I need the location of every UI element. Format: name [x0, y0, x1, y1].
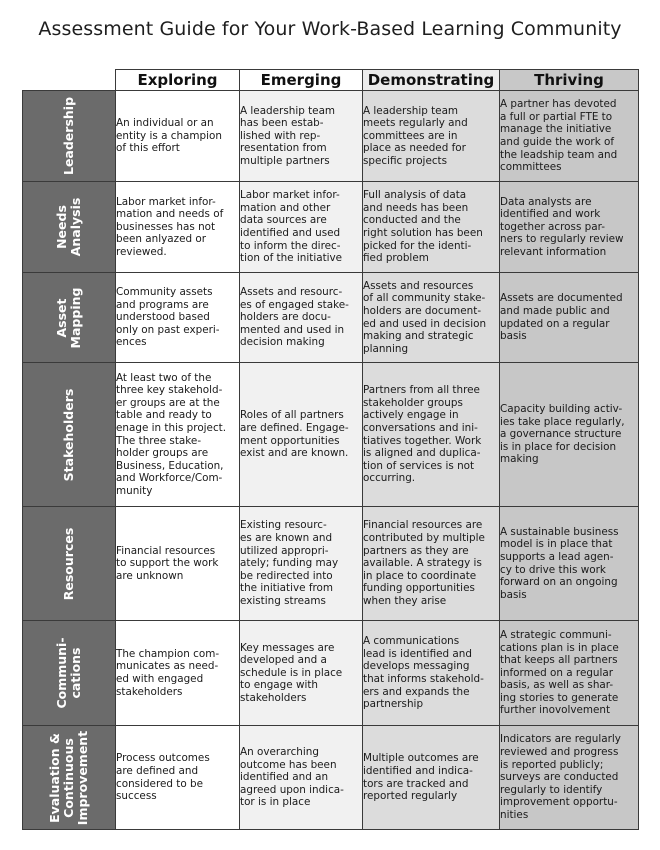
column-header-demonstrating: Demonstrating — [363, 70, 500, 91]
row-header-evaluation — [23, 726, 116, 830]
cell-evaluation-demonstrating: Multiple outcomes are identified and indica- tors are tracked and reported regularly — [363, 726, 500, 830]
row-label: Resources — [61, 527, 76, 600]
cell-stakeholders-emerging: Roles of all partners are defined. Engage- ment opportunities exist and are known. — [240, 363, 363, 507]
table-row — [23, 182, 639, 273]
cell-leadership-demonstrating: A leadership team meets regularly and committees are in place as needed for specific projects — [363, 91, 500, 182]
row-label: Leadership — [61, 96, 76, 176]
corner-cell — [23, 70, 116, 91]
table-row — [23, 273, 639, 363]
cell-communications-exploring: The champion com- municates as need- ed with engaged stakeholders — [116, 621, 240, 726]
row-header-resources — [23, 507, 116, 621]
page-title: Assessment Guide for Your Work-Based Learning Community — [38, 18, 622, 40]
cell-needs-analysis-emerging: Labor market infor- mation and other data sources are identified and used to inform the direc- tion of the initiative — [240, 182, 363, 273]
cell-asset-mapping-emerging: Assets and resourc- es of engaged stake- holders are docu- mented and used in decision making — [240, 273, 363, 363]
column-header-exploring: Exploring — [116, 70, 240, 91]
cell-resources-emerging: Existing resourc- es are known and utilized appropri- ately; funding may be redirected into the initiative from existing streams — [240, 507, 363, 621]
assessment-table — [22, 69, 639, 830]
cell-evaluation-emerging: An overarching outcome has been identified and an agreed upon indica- tor is in place — [240, 726, 363, 830]
table-row — [23, 726, 639, 830]
row-header-asset-mapping — [23, 273, 116, 363]
cell-evaluation-exploring: Process outcomes are defined and considered to be success — [116, 726, 240, 830]
row-label: Evaluation & Continuous Improvement — [47, 730, 90, 825]
cell-communications-emerging: Key messages are developed and a schedule is in place to engage with stakeholders — [240, 621, 363, 726]
cell-stakeholders-thriving: Capacity building activ- ies take place regularly, a governance structure is in place for decision making — [500, 363, 639, 507]
column-header-emerging: Emerging — [240, 70, 363, 91]
table-row — [23, 363, 639, 507]
table-row — [23, 507, 639, 621]
cell-resources-demonstrating: Financial resources are contributed by multiple partners as they are available. A strategy is in place to coordinate funding opportunities when they arise — [363, 507, 500, 621]
cell-resources-thriving: A sustainable business model is in place that supports a lead agen- cy to drive this work forward on an ongoing basis — [500, 507, 639, 621]
cell-leadership-exploring: An individual or an entity is a champion of this effort — [116, 91, 240, 182]
table-row — [23, 621, 639, 726]
cell-asset-mapping-demonstrating: Assets and resources of all community stake- holders are document- ed and used in decision making and strategic planning — [363, 273, 500, 363]
cell-needs-analysis-thriving: Data analysts are identified and work together across par- ners to regularly review relevant information — [500, 182, 639, 273]
cell-stakeholders-demonstrating: Partners from all three stakeholder groups actively engage in conversations and ini- tiatives together. Work is aligned and duplica- tion of services is not occurring. — [363, 363, 500, 507]
row-label: Stakeholders — [61, 388, 76, 481]
cell-asset-mapping-exploring: Community assets and programs are understood based only on past experi- ences — [116, 273, 240, 363]
column-header-thriving: Thriving — [500, 70, 639, 91]
row-label: Needs Analysis — [54, 197, 83, 257]
table-row — [23, 91, 639, 182]
cell-communications-demonstrating: A communications lead is identified and develops messaging that informs stakehold- ers and expands the partnership — [363, 621, 500, 726]
cell-leadership-emerging: A leadership team has been estab- lished with rep- resentation from multiple partners — [240, 91, 363, 182]
cell-stakeholders-exploring: At least two of the three key stakehold- er groups are at the table and ready to enage in this project. The three stake- holder groups are Business, Education, and Workforce/Com- munity — [116, 363, 240, 507]
row-label: Asset Mapping — [54, 287, 83, 348]
cell-communications-thriving: A strategic communi- cations plan is in place that keeps all partners informed on a regular basis, as well as shar- ing stories to generate further inovolvement — [500, 621, 639, 726]
cell-evaluation-thriving: Indicators are regularly reviewed and progress is reported publicly; surveys are conducted regularly to identify improvement opportu- nities — [500, 726, 639, 830]
row-label: Communi- cations — [54, 637, 83, 709]
row-header-communications — [23, 621, 116, 726]
row-header-leadership — [23, 91, 116, 182]
cell-needs-analysis-exploring: Labor market infor- mation and needs of businesses has not been anlyazed or reviewed. — [116, 182, 240, 273]
row-header-stakeholders — [23, 363, 116, 507]
cell-asset-mapping-thriving: Assets are documented and made public and updated on a regular basis — [500, 273, 639, 363]
header-row — [23, 70, 639, 91]
cell-resources-exploring: Financial resources to support the work are unknown — [116, 507, 240, 621]
row-header-needs-analysis — [23, 182, 116, 273]
cell-needs-analysis-demonstrating: Full analysis of data and needs has been conducted and the right solution has been picked for the identi- fied problem — [363, 182, 500, 273]
cell-leadership-thriving: A partner has devoted a full or partial FTE to manage the initiative and guide the work of the leadship team and committees — [500, 91, 639, 182]
